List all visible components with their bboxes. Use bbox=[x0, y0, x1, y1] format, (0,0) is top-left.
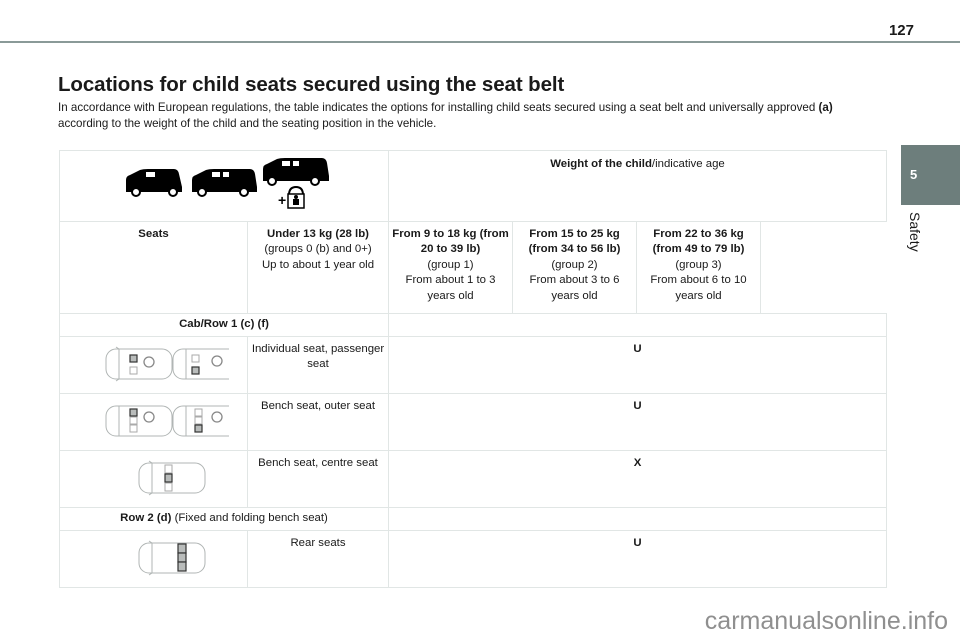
table-row bbox=[60, 450, 887, 507]
table-row bbox=[60, 336, 887, 393]
weight-header-cell bbox=[389, 151, 887, 222]
seat-label: Bench seat, centre seat bbox=[248, 450, 389, 507]
column-header: Under 13 kg (28 lb) (groups 0 (b) and 0+) Up to about 1 year old bbox=[248, 221, 389, 313]
section-empty bbox=[389, 507, 887, 530]
column-header: From 22 to 36 kg (from 49 to 79 lb) (group 3) From about 6 to 10 years old bbox=[637, 221, 761, 313]
chapter-number: 5 bbox=[910, 167, 918, 182]
van-long-icon bbox=[263, 158, 329, 185]
seat-suitability-value: U bbox=[389, 393, 887, 450]
chapter-tab[interactable] bbox=[901, 145, 960, 205]
weight-subtitle: /indicative age bbox=[651, 158, 725, 170]
seats-header: Seats bbox=[60, 221, 248, 313]
page-title: Locations for child seats secured using the seat belt bbox=[58, 73, 565, 96]
section-row-cab bbox=[60, 313, 887, 336]
section-row-row2 bbox=[60, 507, 887, 530]
child-seat-table bbox=[59, 150, 887, 588]
intro-text-end: according to the weight of the child and the seating position in the vehicle. bbox=[58, 117, 437, 130]
child-seat-lock-icon bbox=[278, 187, 304, 208]
table-row bbox=[60, 393, 887, 450]
van-icons bbox=[60, 151, 390, 215]
intro-paragraph bbox=[58, 100, 878, 132]
column-header: From 15 to 25 kg (from 34 to 56 lb) (group 2) From about 3 to 6 years old bbox=[513, 221, 637, 313]
section-title: Cab/Row 1 (c) (f) bbox=[60, 313, 389, 336]
row2-rear-seats-diagram bbox=[60, 530, 248, 587]
seat-suitability-value: U bbox=[389, 336, 887, 393]
page-number: 127 bbox=[888, 22, 914, 39]
header-rule bbox=[0, 41, 960, 43]
cab-individual-passenger-seat-diagram bbox=[60, 336, 248, 393]
seat-label: Individual seat, passenger seat bbox=[248, 336, 389, 393]
cab-bench-centre-seat-diagram bbox=[60, 450, 248, 507]
footnote-ref-a: (a) bbox=[818, 101, 833, 114]
chapter-label: Safety bbox=[907, 212, 923, 252]
column-headers-row bbox=[60, 221, 887, 313]
cab-bench-outer-seat-diagram bbox=[60, 393, 248, 450]
vehicle-icons-cell bbox=[60, 151, 389, 222]
seat-label: Bench seat, outer seat bbox=[248, 393, 389, 450]
van-short-icon bbox=[126, 169, 182, 196]
watermark: carmanualsonline.info bbox=[704, 607, 948, 635]
seat-suitability-value: U bbox=[389, 530, 887, 587]
section-empty bbox=[389, 313, 887, 336]
seat-label: Rear seats bbox=[248, 530, 389, 587]
section-title: Row 2 (d) (Fixed and folding bench seat) bbox=[60, 507, 389, 530]
intro-text: In accordance with European regulations, the table indicates the options for installing child seats secured using a seat belt and universally approved bbox=[58, 101, 819, 114]
weight-title: Weight of the child bbox=[550, 158, 652, 170]
seat-suitability-value: X bbox=[389, 450, 887, 507]
table-header-row bbox=[60, 151, 887, 222]
column-header: From 9 to 18 kg (from 20 to 39 lb) (group 1) From about 1 to 3 years old bbox=[389, 221, 513, 313]
van-medium-icon bbox=[192, 169, 257, 196]
table-row bbox=[60, 530, 887, 587]
svg-text:+: + bbox=[278, 192, 287, 208]
